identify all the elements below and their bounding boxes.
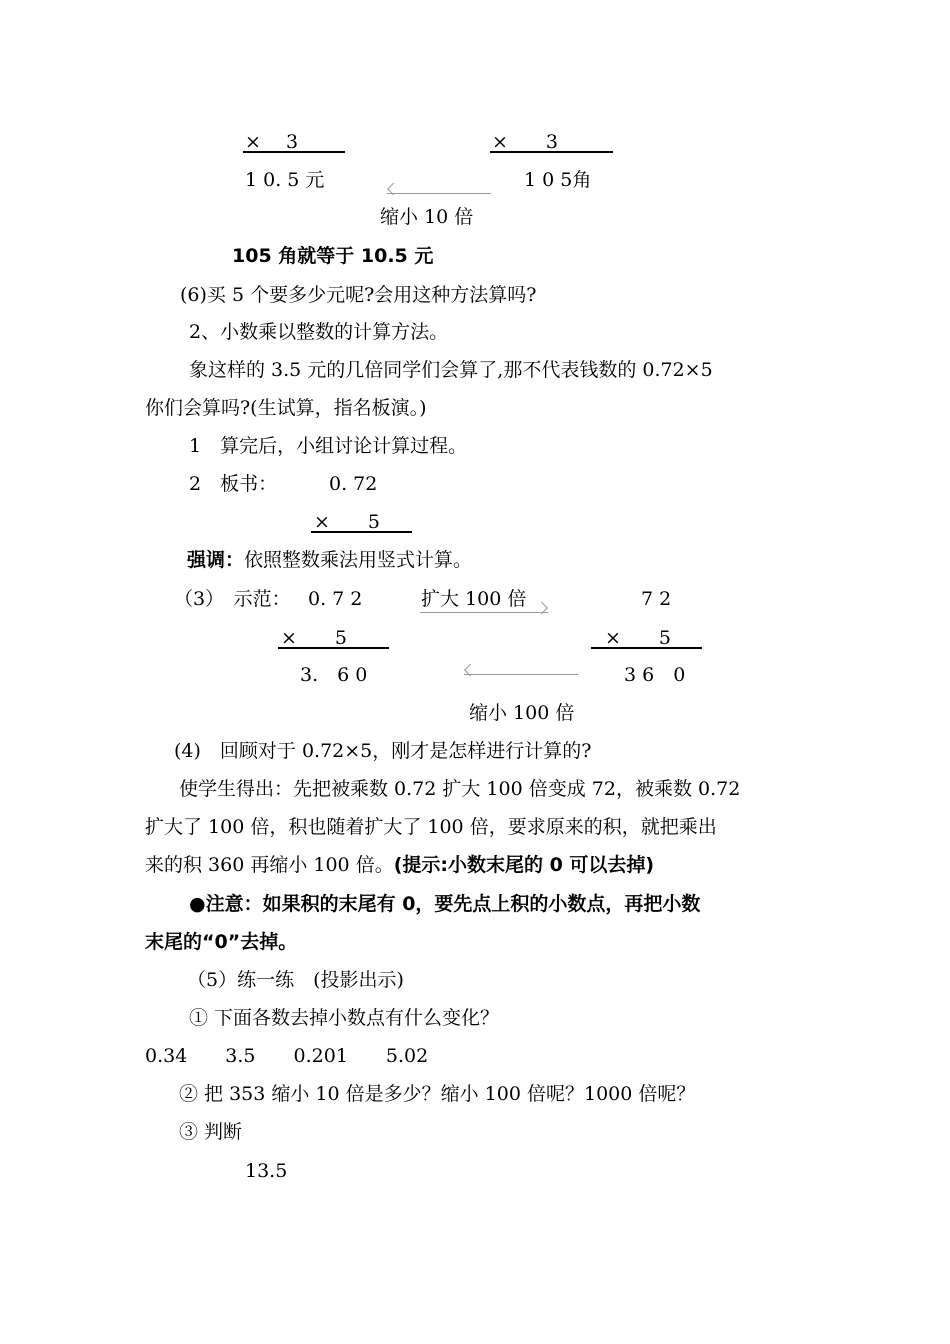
section-2-title: 2、小数乘以整数的计算方法。 (189, 321, 449, 343)
practice-question-2: ② 把 353 缩小 10 倍是多少？缩小 100 倍呢？1000 倍呢？ (179, 1083, 696, 1105)
paragraph-1-line-2: 你们会算吗?(生试算，指名板演。) (145, 397, 427, 419)
calc1-left-result: 1 0. 5 元 (245, 169, 325, 191)
note-line-2: 末尾的“0”去掉。 (145, 931, 298, 953)
paragraph-2-line-1: 使学生得出：先把被乘数 0.72 扩大 100 倍变成 72，被乘数 0.72 (179, 778, 741, 800)
step-2-label: 2 板书： (189, 473, 278, 495)
question-4: (4) 回顾对于 0.72×5，刚才是怎样进行计算的? (174, 740, 592, 762)
step-2-multiplier: × 5 (314, 511, 381, 533)
question-6: (6)买 5 个要多少元呢?会用这种方法算吗? (180, 284, 537, 306)
paragraph-2-line-2: 扩大了 100 倍，积也随着扩大了 100 倍，要求原来的积，就把乘出 (145, 816, 717, 838)
calc1-shrink-label: 缩小 10 倍 (380, 206, 474, 228)
emphasis-text: 依照整数乘法用竖式计算。 (244, 549, 473, 571)
demo-right-result: 3 6 0 (624, 664, 686, 686)
hint-text: (提示:小数末尾的 0 可以去掉) (393, 854, 655, 876)
practice-question-1: ① 下面各数去掉小数点有什么变化？ (189, 1007, 500, 1029)
calc1-right-underline (490, 151, 613, 153)
final-number: 13.5 (245, 1160, 288, 1182)
demo-shrink-label: 缩小 100 倍 (469, 702, 575, 724)
practice-numbers: 0.34 3.5 0.201 5.02 (145, 1045, 429, 1067)
step-2-underline (311, 531, 412, 533)
demo-label: （3） 示范： (174, 588, 291, 610)
demo-left-underline (278, 647, 389, 649)
shrink-arrow-icon (464, 674, 578, 675)
calc1-left-underline (243, 151, 345, 153)
emphasis-label: 强调： (187, 549, 245, 571)
step-2-value: 0. 72 (329, 473, 378, 495)
calc1-right-multiplier: × 3 (492, 131, 559, 153)
shrink-arrow-icon (387, 193, 491, 194)
note-line-1: ●注意：如果积的末尾有 0，要先点上积的小数点，再把小数 (189, 893, 701, 915)
practice-question-3: ③ 判断 (179, 1121, 243, 1143)
paragraph-2-line-3: 来的积 360 再缩小 100 倍。 (145, 854, 394, 876)
conclusion-text: 105 角就等于 10.5 元 (232, 245, 434, 267)
demo-left-result: 3. 6 0 (300, 664, 368, 686)
demo-expand-label: 扩大 100 倍 (421, 588, 527, 610)
paragraph-1-line-1: 象这样的 3.5 元的几倍同学们会算了,那不代表钱数的 0.72×5 (189, 359, 713, 381)
demo-right-number: 7 2 (641, 588, 672, 610)
demo-right-multiplier: × 5 (605, 627, 672, 649)
calc1-right-result: 1 0 5角 (524, 169, 592, 191)
demo-left-number: 0. 7 2 (308, 588, 363, 610)
expand-arrow-icon (420, 612, 548, 613)
step-1: 1 算完后，小组讨论计算过程。 (189, 435, 468, 457)
demo-right-underline (591, 647, 702, 649)
practice-title: （5）练一练 (投影出示) (187, 969, 404, 991)
calc1-left-multiplier: × 3 (245, 131, 299, 153)
demo-left-multiplier: × 5 (281, 627, 348, 649)
